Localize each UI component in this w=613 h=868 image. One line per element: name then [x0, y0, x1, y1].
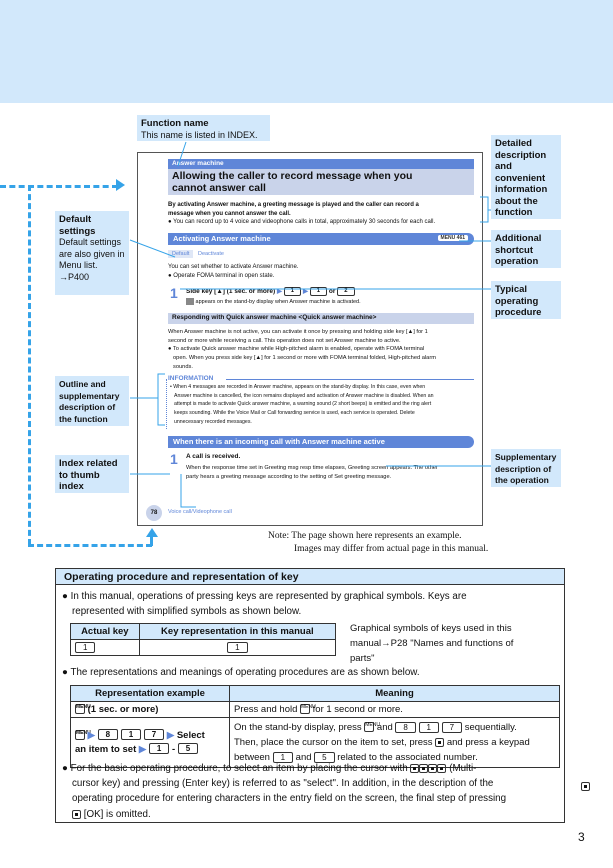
step-number: 1: [170, 285, 178, 301]
step-1-note: appears on the stand-by display when Answer machine is activated.: [186, 298, 361, 305]
section-bar-activating: Activating Answer machine MENU 461: [168, 233, 474, 245]
default-setting: Default Deactivate: [168, 251, 224, 257]
bullet-3: ● For the basic operating procedure, to select an item by placing the cursor with (Multi- cursor key) and pressing (Enter key) is referred to as "select". In addition, in the description of the operating procedure for entering characters in the entry field on the screen, the final step of pressing [OK] is omitted.: [62, 761, 562, 822]
quick-answer-header: Responding with Quick answer machine <Quick answer machine>: [168, 313, 474, 324]
page-title: Allowing the caller to record message when you cannot answer call: [168, 169, 474, 195]
rep-table-cell: MENU ▶ 8 1 7 ▶ Select an item to set ▶ 1 - 5: [71, 718, 230, 768]
menu-shortcut: MENU 461: [438, 235, 468, 241]
callout-outline: Outline and supplementary description of the function: [55, 376, 129, 426]
step-2-title: A call is received.: [186, 453, 241, 460]
menu-key-icon: MENU: [75, 730, 85, 740]
callout-supplementary: Supplementary description of the operation: [491, 449, 561, 487]
rep-table-cell: On the stand-by display, press MENU and 8 1 7 sequentially. Then, place the cursor on the item to set, press and press a keypad between 1 and 5 related to the associated number.: [230, 718, 560, 768]
step-2-text: When the response time set in Greeting msg resp time elapses, Greeting screen appears. The other party hears a greeting message according to the setting of Set greeting message.: [186, 465, 438, 480]
bullet-1: ● In this manual, operations of pressing keys are represented by graphical symbols. Keys are represented with simplified symbols as shown below.: [62, 591, 467, 618]
representation-table: [70, 685, 560, 768]
intro-text: By activating Answer machine, a greeting message is played and the caller can record a message when you cannot answer the call. ● You can record up to 4 voice and videophone calls in total, approximately 30 seconds for each call.: [168, 202, 436, 225]
enter-key-icon: [435, 738, 444, 747]
multi-cursor-right-icon: [437, 764, 446, 773]
page-number: 3: [578, 830, 585, 844]
step-number: 1: [170, 451, 178, 467]
category-bar: Answer machine: [168, 159, 474, 169]
key-table-header: Key representation in this manual: [139, 624, 335, 640]
callout-function-name: Function name This name is listed in INDEX.: [137, 115, 270, 141]
quick-answer-text: When Answer machine is not active, you can activate it once by pressing and holding side key [▲] for 1 second or more while receiving a call. This operation does not set Answer machine to active. ● To activate Quick answer machine while High-pitched alarm is enabled, operate with FOMA terminal open. When you press side key [▲] for 1 second or more with FOMA terminal folded, High-pitched alarm sounds.: [168, 329, 436, 370]
rep-table-header: Representation example: [71, 686, 230, 702]
menu-key-icon: MENU: [300, 704, 310, 714]
menu-key-icon: MENU: [364, 722, 374, 732]
example-note: Note: The page shown here represents an example. Images may differ from actual page in this manual.: [268, 531, 489, 554]
key-table-header: Actual key: [71, 624, 140, 640]
callout-detailed-description: Detailed description and convenient information about the function: [491, 135, 561, 219]
callout-thumb-index: Index related to thumb index: [55, 455, 129, 493]
menu-key-icon: MENU: [75, 704, 85, 714]
thumb-index: Voice call/Videophone call: [168, 509, 232, 515]
information-text: • When 4 messages are recorded in Answer machine, appears on the stand-by display. In this case, even when Answer machine is cancelled, the icon remains displayed and activation of Answer machine is disabled. When an attempt is made to activate Quick answer machine, a warning sound (2 short beeps) is emitted and the ring alert keeps sounding. While the Voice Mail or Call forwarding service is used, each service is operated. Delete unnecessary recorded messages.: [170, 384, 434, 425]
key-table-cell: 1: [71, 640, 140, 656]
enter-key-icon: [581, 782, 590, 791]
set-text: You can set whether to activate Answer machine. ● Operate FOMA terminal in open state.: [168, 264, 299, 279]
bullet-2: ● The representations and meanings of operating procedures are as shown below.: [62, 667, 420, 678]
step-1: Side key [▲] (1 sec. or more) ▶ 1 ▶ 1 or 2: [186, 287, 355, 296]
key-table-cell: 1: [139, 640, 335, 656]
rep-table-cell: Press and hold MENU for 1 second or more.: [230, 702, 560, 718]
callout-shortcut: Additional shortcut operation: [491, 230, 561, 268]
multi-cursor-down-icon: [419, 764, 428, 773]
callout-default-settings: Default settings Default settings are also given in Menu list. →P400: [55, 211, 129, 295]
key-table: [70, 623, 336, 656]
section-bar-incoming: When there is an incoming call with Answer machine active: [168, 436, 474, 448]
multi-cursor-left-icon: [428, 764, 437, 773]
enter-key-icon: [72, 810, 81, 819]
information-label: INFORMATION: [168, 375, 214, 382]
page-number-badge: 78: [146, 505, 162, 521]
callout-typical-procedure: Typical operating procedure: [491, 281, 561, 319]
rep-table-header: Meaning: [230, 686, 560, 702]
operating-procedure-title: Operating procedure and representation of key: [56, 569, 564, 585]
graphical-symbols-note: Graphical symbols of keys used in this manual→P28 "Names and functions of parts": [350, 623, 514, 664]
operating-procedure-box: [55, 568, 565, 823]
multi-cursor-up-icon: [410, 764, 419, 773]
rep-table-cell: MENU (1 sec. or more): [71, 702, 230, 718]
